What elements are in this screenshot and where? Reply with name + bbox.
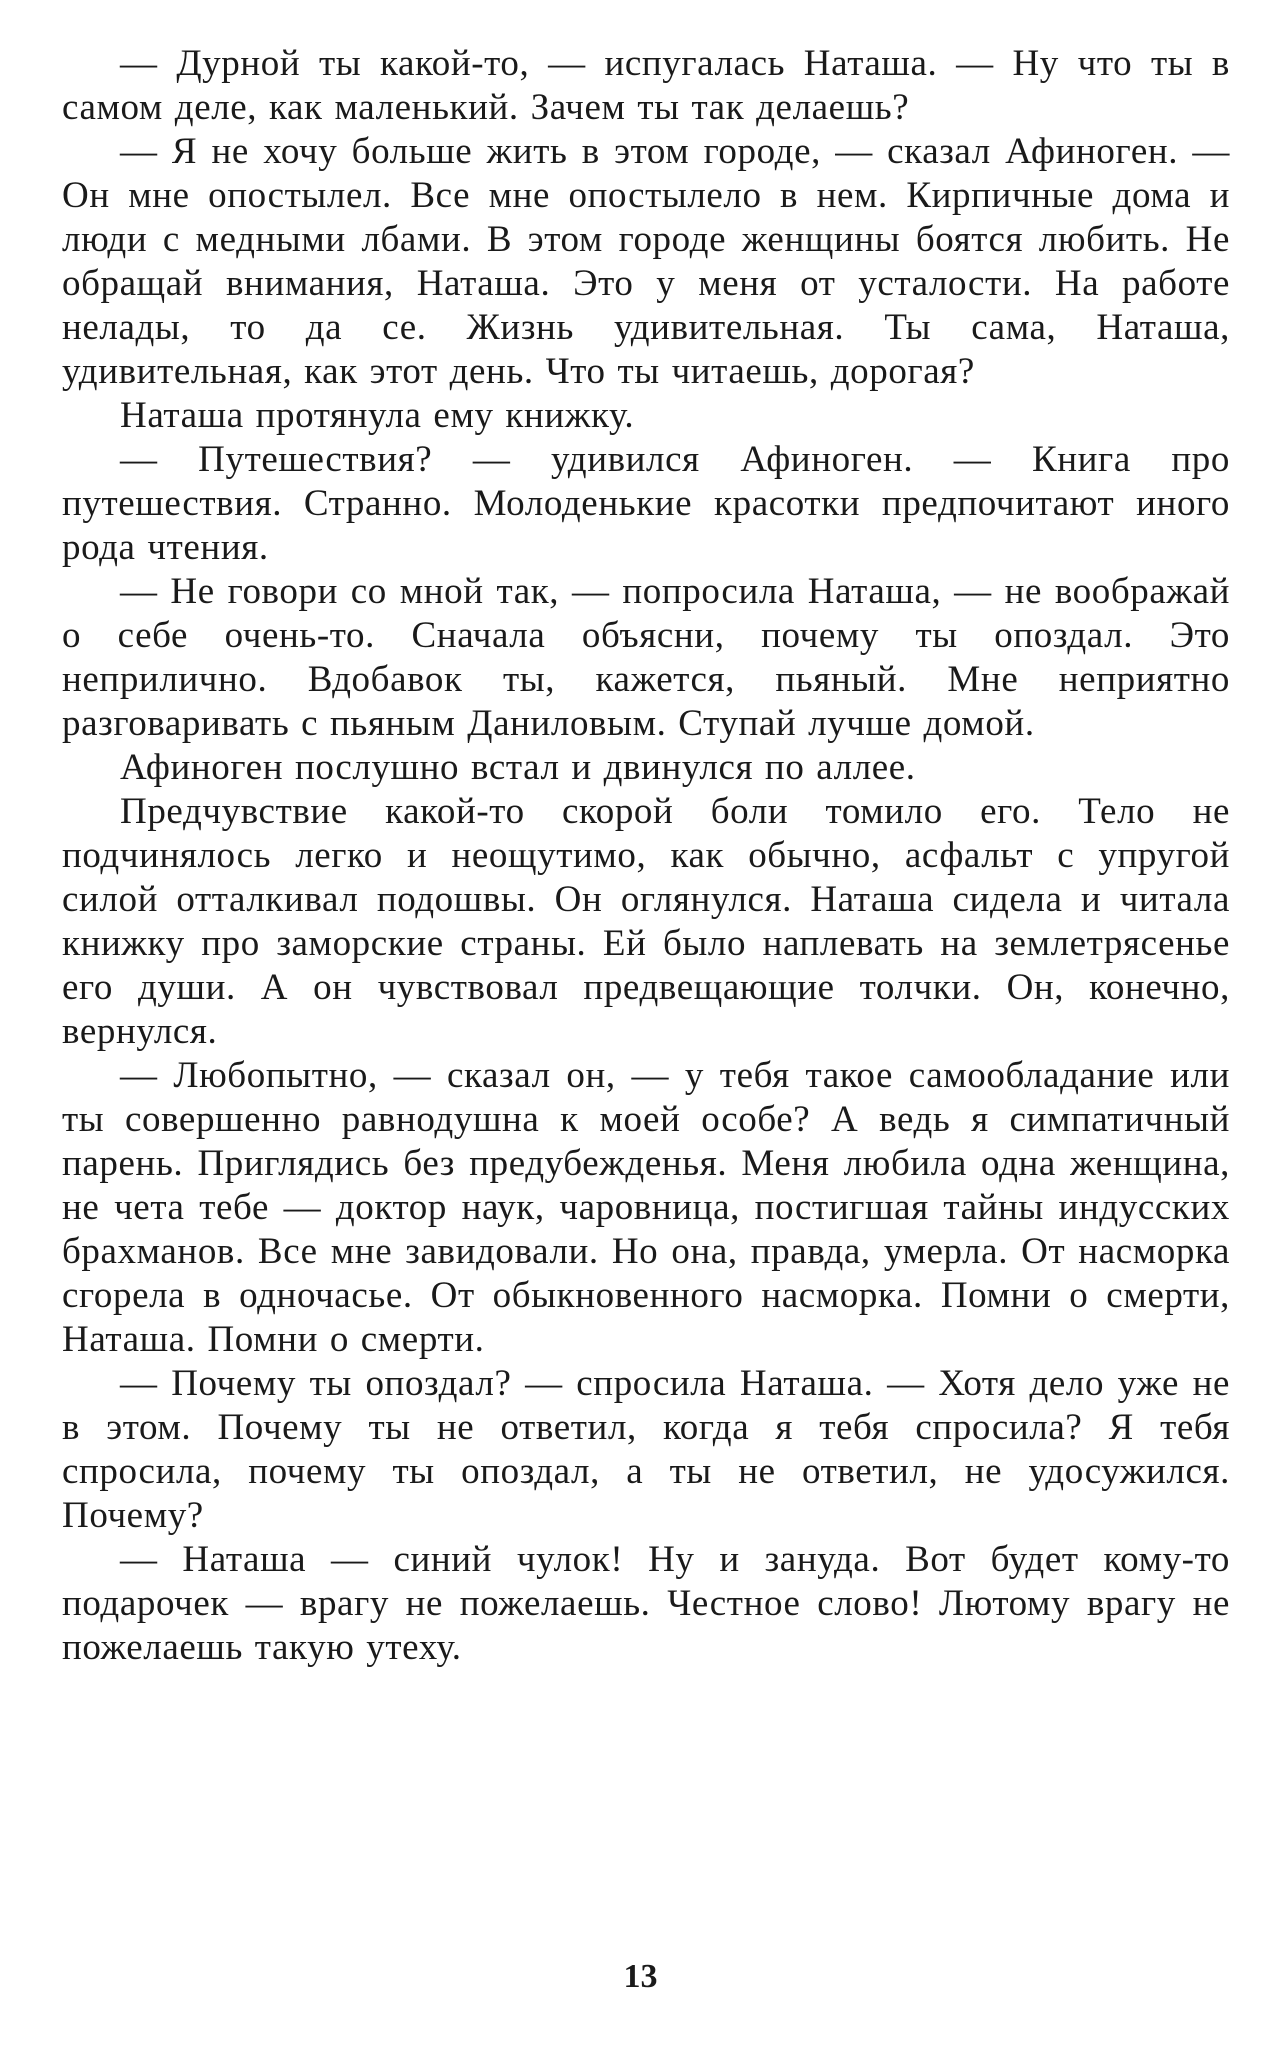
paragraph-10: — Наташа — синий чулок! Ну и зануда. Вот будет кому-то подарочек — врагу не пожелаешь. Честное слово! Лютому врагу не пожелаешь такую утеху. <box>62 1539 1230 1668</box>
page-body <box>62 42 1230 1670</box>
paragraph-1: — Дурной ты какой-то, — испугалась Наташа. — Ну что ты в самом деле, как маленький. Зачем ты так делаешь? <box>62 43 1230 128</box>
page-number: 13 <box>623 1958 658 1995</box>
paragraph-3: Наташа протянула ему книжку. <box>120 395 635 436</box>
paragraph-6: Афиноген послушно встал и двинулся по аллее. <box>120 747 916 788</box>
paragraph-8: — Любопытно, — сказал он, — у тебя такое самообладание или ты совершенно равнодушна к моей особе? А ведь я симпатичный парень. Приглядись без предубежденья. Меня любила одна женщина, не чета тебе — доктор наук, чаровница, постигшая тайны индусских брахманов. Все мне завидовали. Но она, правда, умерла. От насморка сгорела в одночасье. От обыкновенного насморка. Помни о смерти, Наташа. Помни о смерти. <box>62 1055 1230 1360</box>
paragraph-9: — Почему ты опоздал? — спросила Наташа. — Хотя дело уже не в этом. Почему ты не ответил, когда я тебя спросила? Я тебя спросила, почему ты опоздал, а ты не ответил, не удосужился. Почему? <box>62 1363 1230 1536</box>
paragraph-2: — Я не хочу больше жить в этом городе, — сказал Афиноген. — Он мне опостылел. Все мне опостылело в нем. Кирпичные дома и люди с медными лбами. В этом городе женщины боятся любить. Не обращай внимания, Наташа. Это у меня от усталости. На работе нелады, то да се. Жизнь удивительная. Ты сама, Наташа, удивительная, как этот день. Что ты читаешь, дорогая? <box>62 131 1230 392</box>
paragraph-7: Предчувствие какой-то скорой боли томило его. Тело не подчинялось легко и неощутимо, как обычно, асфальт с упругой силой отталкивал подошвы. Он оглянулся. Наташа сидела и читала книжку про заморские страны. Ей было наплевать на землетрясенье его души. А он чувствовал предвещающие толчки. Он, конечно, вернулся. <box>62 791 1230 1052</box>
paragraph-4: — Путешествия? — удивился Афиноген. — Книга про путешествия. Странно. Молоденькие красотки предпочитают иного рода чтения. <box>62 439 1230 568</box>
paragraph-5: — Не говори со мной так, — попросила Наташа, — не воображай о себе очень-то. Сначала объясни, почему ты опоздал. Это неприлично. Вдобавок ты, кажется, пьяный. Мне неприятно разговаривать с пьяным Даниловым. Ступай лучше домой. <box>62 571 1230 744</box>
